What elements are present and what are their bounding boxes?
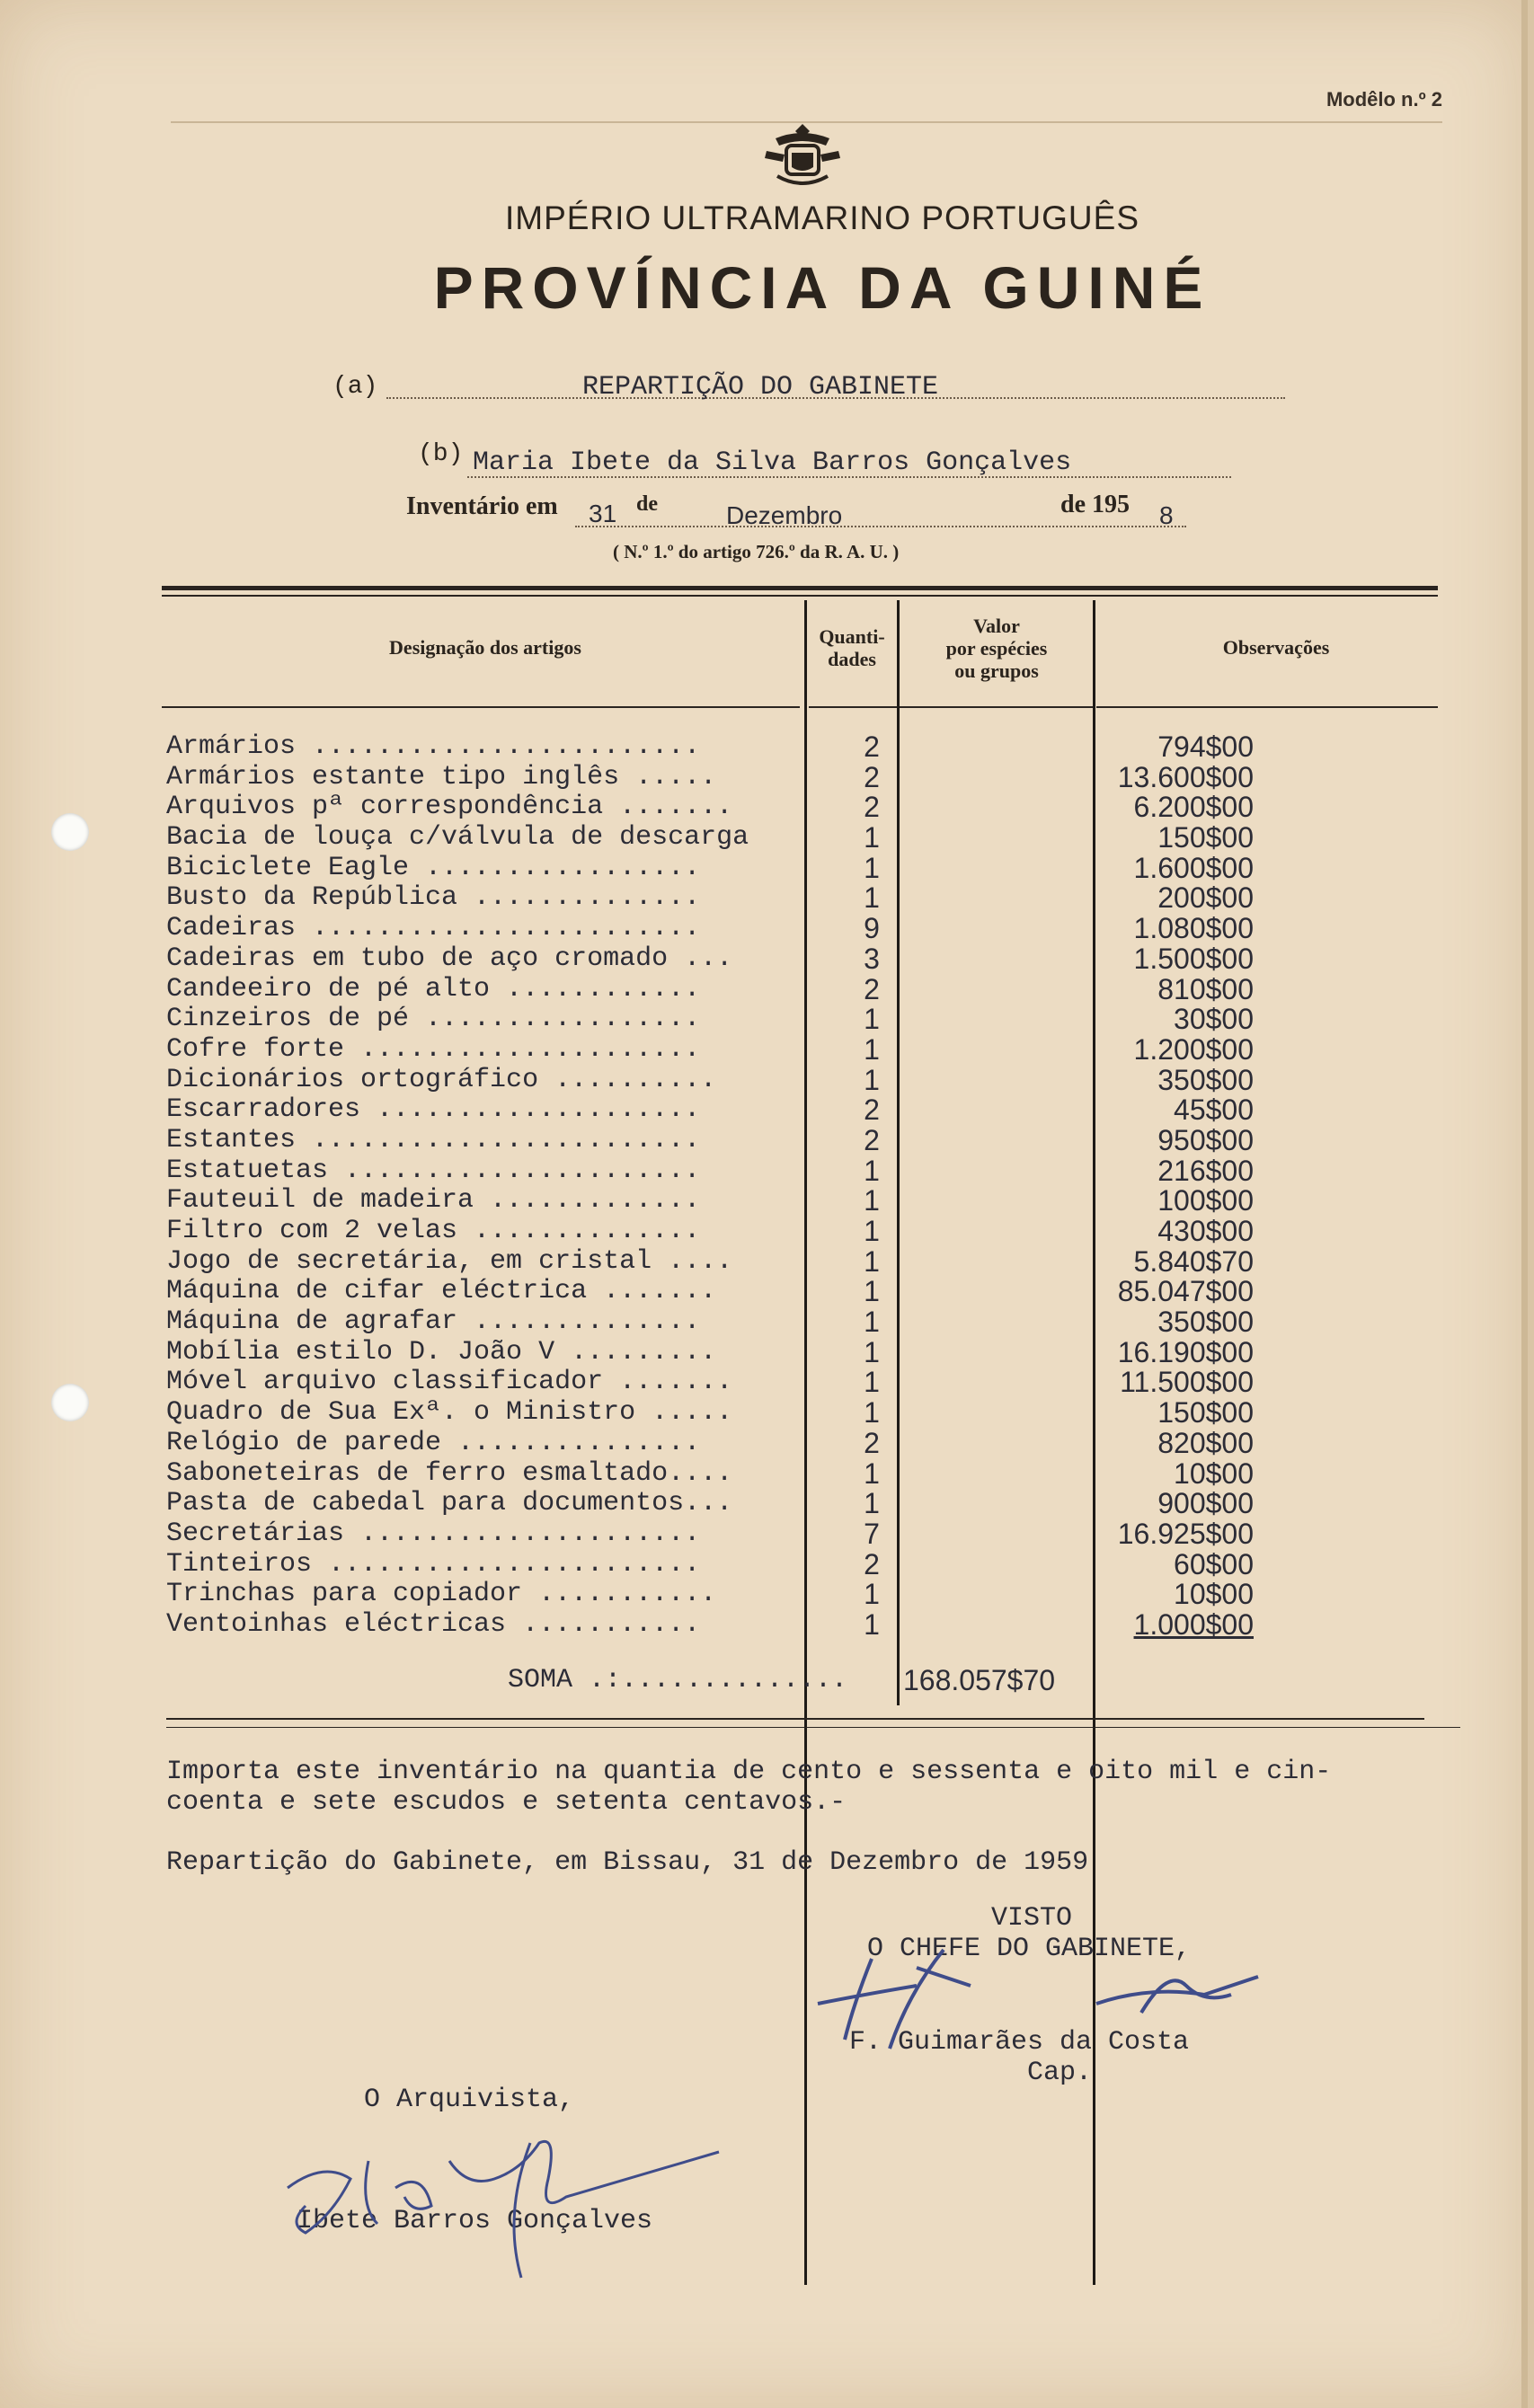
item-quantity: 3 — [864, 942, 880, 975]
item-quantity: 1 — [864, 1154, 880, 1187]
item-value: 1.000$00 — [1133, 1607, 1254, 1641]
item-value: 350$00 — [1157, 1306, 1254, 1339]
item-name: Arquivos pª correspondência ....... — [166, 792, 733, 823]
item-value: 11.500$00 — [1120, 1366, 1254, 1399]
item-quantity: 2 — [864, 1426, 880, 1459]
chief-rank: Cap. — [1027, 2058, 1093, 2088]
item-quantity: 2 — [864, 791, 880, 824]
item-name: Cadeiras em tubo de aço cromado ... — [166, 943, 733, 974]
sum-bottom-rule — [166, 1718, 1424, 1720]
item-value: 820$00 — [1157, 1426, 1254, 1459]
legal-reference: ( N.º 1.º do artigo 726.º da R. A. U. ) — [613, 541, 900, 562]
item-quantity: 1 — [864, 881, 880, 915]
header-bottom-rule — [1096, 706, 1438, 708]
item-quantity: 1 — [864, 1032, 880, 1066]
item-name: Relógio de parede ............... — [166, 1428, 701, 1458]
item-name: Escarradores .................... — [166, 1095, 701, 1126]
sum-bottom-rule-thin — [166, 1727, 1460, 1728]
column-header-value: Valor por espécies ou grupos — [945, 615, 1048, 682]
item-value: 1.200$00 — [1133, 1032, 1254, 1066]
item-value: 430$00 — [1157, 1215, 1254, 1247]
item-value: 794$00 — [1157, 730, 1254, 763]
header-bottom-rule — [809, 706, 899, 708]
item-value: 1.500$00 — [1133, 942, 1254, 975]
coat-of-arms-icon — [759, 119, 846, 194]
item-value: 200$00 — [1157, 881, 1254, 915]
item-quantity: 1 — [864, 821, 880, 854]
item-quantity: 2 — [864, 1547, 880, 1580]
chief-signature-icon — [809, 1932, 1276, 2058]
item-value: 810$00 — [1157, 972, 1254, 1005]
amount-in-words-line2: coenta e sete escudos e setenta centavos.- — [166, 1787, 847, 1818]
column-header-observations: Observações — [1222, 636, 1330, 659]
item-name: Secretárias ..................... — [166, 1518, 701, 1549]
dotted-line — [575, 526, 1186, 527]
inventory-day: 31 — [589, 500, 617, 527]
archivist-signature-icon — [270, 2107, 737, 2287]
item-name: Armários ........................ — [166, 732, 701, 762]
item-quantity: 1 — [864, 1275, 880, 1308]
item-quantity: 2 — [864, 760, 880, 793]
inventory-year-digit: 8 — [1159, 501, 1174, 529]
province-title: PROVÍNCIA DA GUINÉ — [433, 254, 1211, 321]
sum-value: 168.057$70 — [903, 1664, 1056, 1696]
item-name: Filtro com 2 velas .............. — [166, 1217, 701, 1246]
item-quantity: 1 — [864, 1456, 880, 1490]
punch-hole — [51, 813, 89, 851]
table-top-rule — [162, 586, 1438, 590]
item-name: Dicionários ortográfico .......... — [166, 1065, 717, 1095]
amount-in-words-line1: Importa este inventário na quantia de cento e sessenta e oito mil e cin- — [166, 1757, 1332, 1787]
item-name: Saboneteiras de ferro esmaltado.... — [166, 1458, 733, 1489]
responsible-name: Maria Ibete da Silva Barros Gonçalves — [473, 447, 1072, 478]
paper-edge — [1521, 0, 1528, 2408]
item-quantity: 1 — [864, 1366, 880, 1399]
item-quantity: 2 — [864, 730, 880, 763]
item-quantity: 2 — [864, 1123, 880, 1156]
item-quantity: 1 — [864, 851, 880, 884]
item-value: 16.190$00 — [1117, 1335, 1254, 1368]
item-name: Mobília estilo D. João V ......... — [166, 1337, 717, 1368]
item-value: 60$00 — [1174, 1547, 1254, 1580]
item-value: 16.925$00 — [1117, 1517, 1254, 1550]
item-quantity: 1 — [864, 1306, 880, 1339]
item-name: Estatuetas ...................... — [166, 1155, 701, 1186]
place-and-date: Repartição do Gabinete, em Bissau, 31 de Dezembro de 1959 — [166, 1847, 1089, 1878]
item-name: Armários estante tipo inglês ..... — [166, 762, 717, 792]
form-model-number: Modêlo n.º 2 — [1326, 88, 1442, 111]
chief-name: F. Guimarães da Costa — [849, 2027, 1190, 2058]
item-value: 45$00 — [1174, 1093, 1254, 1127]
chief-title: O CHEFE DO GABINETE, — [867, 1934, 1192, 1964]
item-value: 10$00 — [1174, 1456, 1254, 1490]
item-name: Quadro de Sua Exª. o Ministro ..... — [166, 1398, 733, 1429]
item-name: Cadeiras ........................ — [166, 914, 701, 944]
item-value: 30$00 — [1174, 1003, 1254, 1036]
item-quantity: 9 — [864, 912, 880, 945]
item-quantity: 1 — [864, 1607, 880, 1641]
item-value: 5.840$70 — [1133, 1244, 1254, 1278]
visto-label: VISTO — [991, 1903, 1073, 1934]
item-name: Estantes ........................ — [166, 1125, 701, 1155]
item-name: Jogo de secretária, em cristal .... — [166, 1246, 733, 1277]
item-value: 350$00 — [1157, 1063, 1254, 1096]
item-quantity: 1 — [864, 1063, 880, 1096]
item-name: Ventoinhas eléctricas ........... — [166, 1609, 701, 1640]
archivist-name: Ibete Barros Gonçalves — [297, 2206, 653, 2236]
item-value: 100$00 — [1157, 1184, 1254, 1217]
item-name: Biciclete Eagle ................. — [166, 853, 701, 883]
item-value: 150$00 — [1157, 821, 1254, 854]
item-quantity: 1 — [864, 1487, 880, 1520]
item-quantity: 7 — [864, 1517, 880, 1550]
item-quantity: 1 — [864, 1215, 880, 1247]
header-bottom-rule — [899, 706, 1095, 708]
item-quantity: 2 — [864, 1093, 880, 1127]
inventory-year-prefix: de 195 — [1060, 491, 1130, 518]
item-name: Bacia de louça c/válvula de descarga — [166, 823, 749, 854]
item-name: Trinchas para copiador ........... — [166, 1580, 717, 1610]
item-name: Pasta de cabedal para documentos... — [166, 1489, 733, 1519]
item-value: 950$00 — [1157, 1123, 1254, 1156]
empire-title: IMPÉRIO ULTRAMARINO PORTUGUÊS — [504, 199, 1140, 236]
label-b: (b) — [418, 440, 464, 468]
inventory-label: Inventário em — [406, 492, 558, 520]
item-quantity: 1 — [864, 1003, 880, 1036]
item-quantity: 2 — [864, 972, 880, 1005]
item-value: 1.600$00 — [1133, 851, 1254, 884]
item-name: Móvel arquivo classificador ....... — [166, 1368, 733, 1398]
item-quantity: 1 — [864, 1396, 880, 1430]
department-name: REPARTIÇÃO DO GABINETE — [582, 372, 939, 403]
column-header-designation: Designação dos artigos — [389, 636, 581, 659]
item-name: Máquina de agrafar .............. — [166, 1307, 701, 1338]
item-name: Tinteiros ....................... — [166, 1549, 701, 1580]
item-value: 13.600$00 — [1117, 760, 1254, 793]
table-top-rule-thin — [162, 595, 1438, 597]
item-quantity: 1 — [864, 1184, 880, 1217]
archivist-title: O Arquivista, — [364, 2085, 575, 2115]
item-name: Fauteuil de madeira ............. — [166, 1186, 701, 1217]
item-value: 10$00 — [1174, 1578, 1254, 1611]
item-quantity: 1 — [864, 1335, 880, 1368]
item-quantity: 1 — [864, 1244, 880, 1278]
inventory-de: de — [636, 492, 658, 516]
item-name: Cofre forte ..................... — [166, 1034, 701, 1065]
item-quantity: 1 — [864, 1578, 880, 1611]
item-name: Busto da República .............. — [166, 883, 701, 914]
item-value: 150$00 — [1157, 1396, 1254, 1430]
item-value: 900$00 — [1157, 1487, 1254, 1520]
item-name: Candeeiro de pé alto ............ — [166, 974, 701, 1005]
item-value: 6.200$00 — [1133, 791, 1254, 824]
item-name: Cinzeiros de pé ................. — [166, 1005, 701, 1035]
item-value: 1.080$00 — [1133, 912, 1254, 945]
punch-hole — [51, 1384, 89, 1421]
inventory-month: Dezembro — [726, 501, 843, 529]
column-header-quantity: Quanti- dades — [819, 625, 885, 670]
header-bottom-rule — [162, 706, 800, 708]
item-value: 85.047$00 — [1117, 1275, 1254, 1308]
sum-label: SOMA .:.............. — [508, 1665, 848, 1695]
item-name: Máquina de cifar eléctrica ....... — [166, 1277, 717, 1307]
item-value: 216$00 — [1157, 1154, 1254, 1187]
label-a: (a) — [333, 373, 378, 401]
